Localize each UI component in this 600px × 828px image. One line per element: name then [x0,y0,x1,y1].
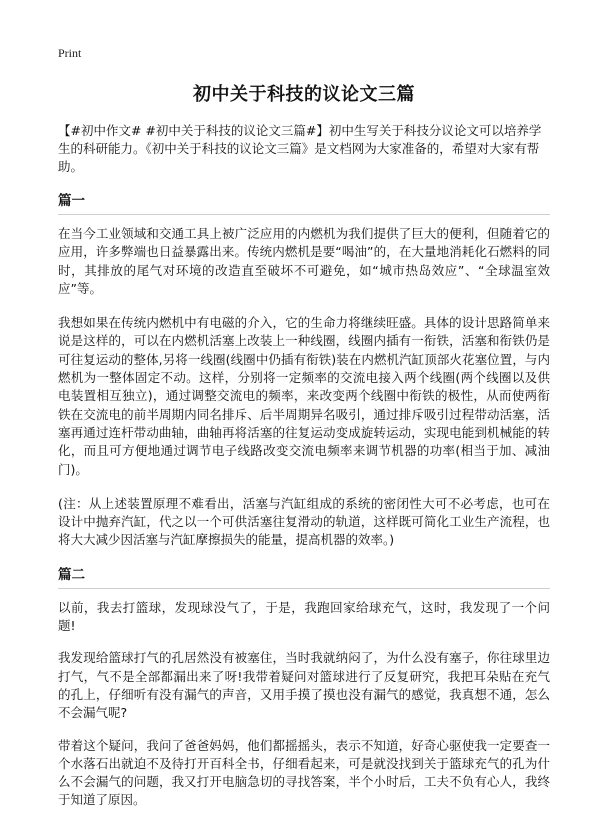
paragraph: 以前，我去打篮球，发现球没气了，于是，我跑回家给球充气，这时，我发现了一个问题! [58,599,550,634]
section-1 [58,192,550,550]
section-heading: 篇一 [58,193,85,209]
document-title: 初中关于科技的议论文三篇 [193,84,415,105]
paragraph: (注：从上述装置原理不难看出，活塞与汽缸组成的系统的密闭性大可不必考虑，也可在设计中抛弃汽缸，代之以一个可供活塞往复滑动的轨道，这样既可简化工业生产流程，也将大大减少因活塞与汽缸摩擦损失的能量，提高机器的效率。) [58,495,550,548]
section-heading: 篇二 [58,566,85,583]
paragraph: 我想如果在传统内燃机中有电磁的介入，它的生命力将继续旺盛。具体的设计思路简单来说是这样的，可以在内燃机活塞上改装上一种线圈，线圈内插有一衔铁，活塞和衔铁仍是可往复运动的整体,另将一线圈(线圈中仍插有衔铁)装在内燃机汽缸顶部火花塞位置，与内燃机为一整体固定不动。这样，分别将一定频率的交流电接入两个线圈(两个线圈以及供电装置相互独立)，通过调整交流电的频率，来改变两个线圈中衔铁的极性，从而使两衔铁在交流电的前半周期内同名排斥、后半周期异名吸引，通过排斥吸引过程带动活塞，活塞再通过连杆带动曲轴，曲轴再将活塞的往复运动变成旋转运动，实现电能到机械能的转化，而且可方便地通过调节电子线路改变交流电频率来调节机器的功率(相当于加、减油门)。 [58,315,550,477]
section-2 [58,566,550,810]
section-divider [58,214,550,215]
print-label: Print [58,46,82,60]
document-body [58,80,550,824]
paragraph: 带着这个疑问，我问了爸爸妈妈，他们都摇摇头，表示不知道，好奇心驱使我一定要查一个水落石出就迫不及待打开百科全书，仔细看起来，可是就没找到关于篮球充气的孔为什么不会漏气的问题，我又打开电脑急切的寻找答案，半个小时后，工夫不负有心人，我终于知道了原因。 [58,737,550,808]
intro-paragraph: 【#初中作文# #初中关于科技的议论文三篇#】初中生写关于科技分议论文可以培养学生的科研能力。《初中关于科技的议论文三篇》是文档网为大家准备的，希望对大家有帮助。 [58,123,542,174]
paragraph: 在当今工业领域和交通工具上被广泛应用的内燃机为我们提供了巨大的便利，但随着它的应用，许多弊端也日益暴露出来。传统内燃机是要“喝油”的，在大量地消耗化石燃料的同时，其排放的尾气对环境的改造直至破坏不可避免，如“城市热岛效应”、“全球温室效应”等。 [58,226,550,296]
paragraph: 我发现给篮球打气的孔居然没有被塞住，当时我就纳闷了，为什么没有塞子，你往球里边打气，气不是全部都漏出来了呀!我带着疑问对篮球进行了反复研究，我把耳朵贴在充气的孔上，仔细听有没有漏气的声音，又用手摸了摸也没有漏气的感觉，我真想不通，怎么不会漏气呢? [58,650,550,721]
section-divider [58,588,550,589]
